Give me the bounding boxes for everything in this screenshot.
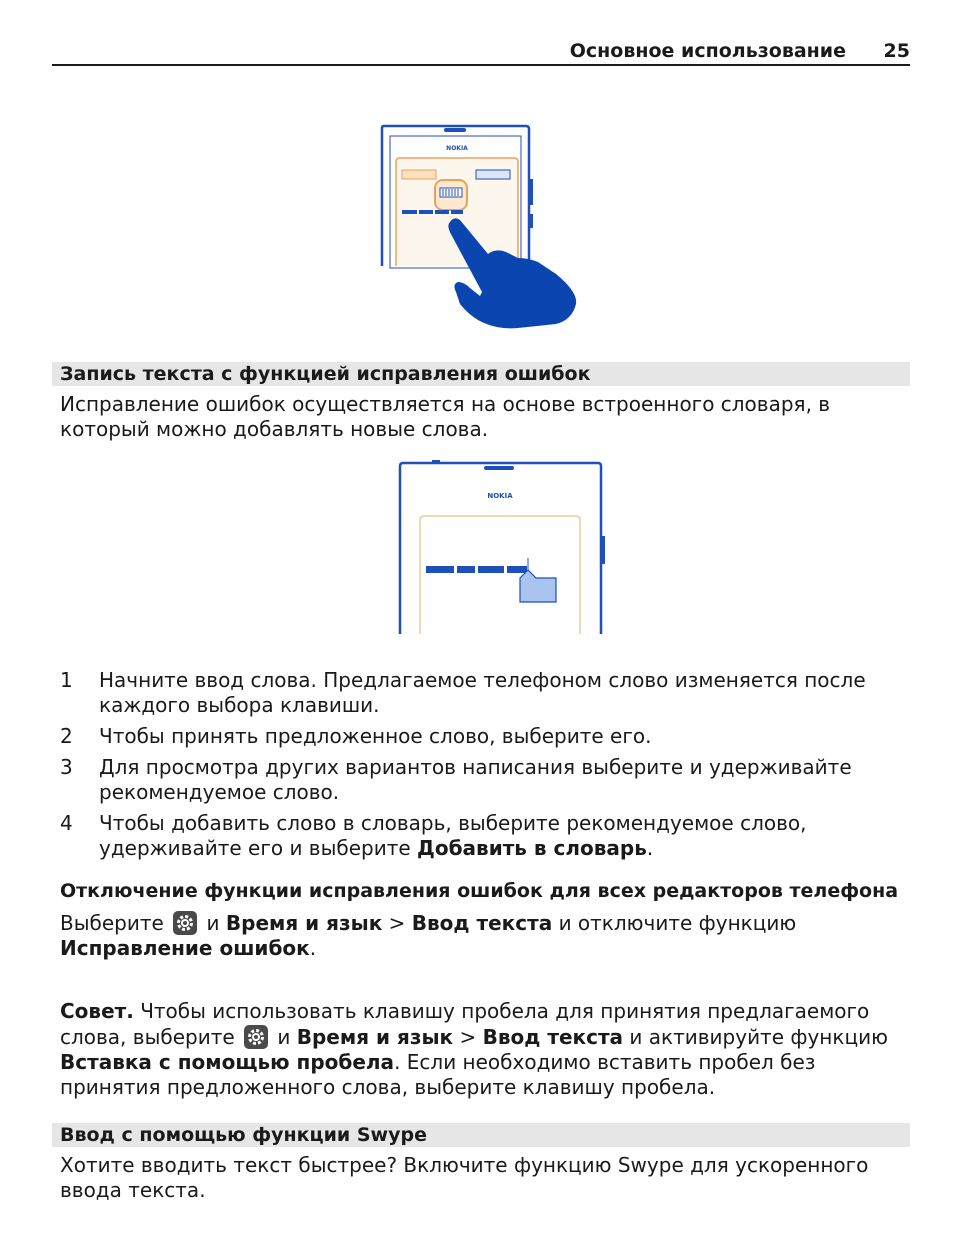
section-title: Запись текста с функцией исправления ошибок xyxy=(60,363,591,385)
illustration-suggestion-phone xyxy=(396,458,608,636)
settings-gear-icon xyxy=(243,1024,269,1050)
text-field xyxy=(476,170,510,179)
section-intro: Хотите вводить текст быстрее? Включите функцию Swype для ускоренного ввода текста. xyxy=(60,1153,869,1202)
tip-label: Совет. xyxy=(60,999,134,1023)
suggestion-popup xyxy=(520,570,556,602)
tip-text: . Если необходимо вставить пробел без принятия предложенного слова, выберите клавишу пробела. xyxy=(60,1050,816,1099)
section-heading-swype xyxy=(52,1123,910,1147)
phone-speaker xyxy=(484,466,514,470)
menu-path-add-to-dictionary: Добавить в словарь xyxy=(417,836,647,860)
menu-path-space-insert: Вставка с помощью пробела xyxy=(60,1050,395,1074)
instruction-text: и отключите функцию xyxy=(558,911,797,935)
disable-instructions xyxy=(60,910,910,961)
section-heading-autocorrect xyxy=(52,362,910,386)
step-text-part: Чтобы добавить слово в словарь, выберите рекомендуемое слово, удерживайте его и выберите xyxy=(99,811,807,860)
tip-paragraph xyxy=(60,999,910,1100)
illustration-tap-phone xyxy=(378,124,582,334)
menu-path-time-language: Время и язык xyxy=(296,1025,454,1049)
phone-speaker xyxy=(444,128,466,132)
header-title: Основное использование xyxy=(569,40,846,62)
phone-brand-label: NOKIA xyxy=(446,145,468,152)
tip-text: Чтобы использовать клавишу пробела для принятия предлагаемого слова, xyxy=(60,999,870,1049)
keyboard-keys xyxy=(402,210,463,214)
menu-path-separator: > xyxy=(459,1025,477,1049)
section-intro: Исправление ошибок осуществляется на основе встроенного словаря, в который можно добавлять новые слова. xyxy=(60,392,831,441)
section-title: Ввод с помощью функции Swype xyxy=(60,1124,427,1146)
page-header xyxy=(52,36,910,66)
phone-brand-label: NOKIA xyxy=(487,492,513,500)
tip-text: выберите xyxy=(132,1025,235,1049)
phone-side-button xyxy=(529,214,533,228)
page-number: 25 xyxy=(883,40,910,62)
instruction-text: и xyxy=(206,911,220,935)
step-number: 3 xyxy=(60,755,73,779)
text-field xyxy=(402,170,436,179)
step-number: 4 xyxy=(60,811,73,835)
phone-side-button xyxy=(529,179,533,205)
phone-side-button xyxy=(601,536,605,564)
step-text: Для просмотра других вариантов написания выберите и удерживайте рекомендуемое слово. xyxy=(99,755,852,804)
tip-text: и активируйте функцию xyxy=(629,1025,888,1049)
phone-power-button xyxy=(432,460,440,463)
menu-path-separator: > xyxy=(388,911,406,935)
step-text-part: . xyxy=(646,836,654,860)
settings-gear-icon xyxy=(172,910,198,936)
step-number: 1 xyxy=(60,668,73,692)
step-number: 2 xyxy=(60,724,73,748)
subheading-disable: Отключение функции исправления ошибок для всех редакторов телефона xyxy=(60,880,899,902)
step-text xyxy=(99,811,839,861)
step-text: Начните ввод слова. Предлагаемое телефоном слово изменяется после каждого выбора клавиши. xyxy=(99,668,866,717)
keyboard-keys xyxy=(426,566,527,573)
editor-frame xyxy=(420,516,580,634)
menu-path-text-input: Ввод текста xyxy=(411,911,553,935)
phone-body xyxy=(400,463,601,634)
step-text: Чтобы принять предложенное слово, выберите его. xyxy=(99,724,652,748)
tip-text: и xyxy=(277,1025,291,1049)
menu-path-text-input: Ввод текста xyxy=(482,1025,624,1049)
instruction-text: . xyxy=(309,936,317,960)
instruction-text: Выберите xyxy=(60,911,164,935)
menu-path-autocorrect: Исправление ошибок xyxy=(60,936,310,960)
menu-path-time-language: Время и язык xyxy=(225,911,383,935)
